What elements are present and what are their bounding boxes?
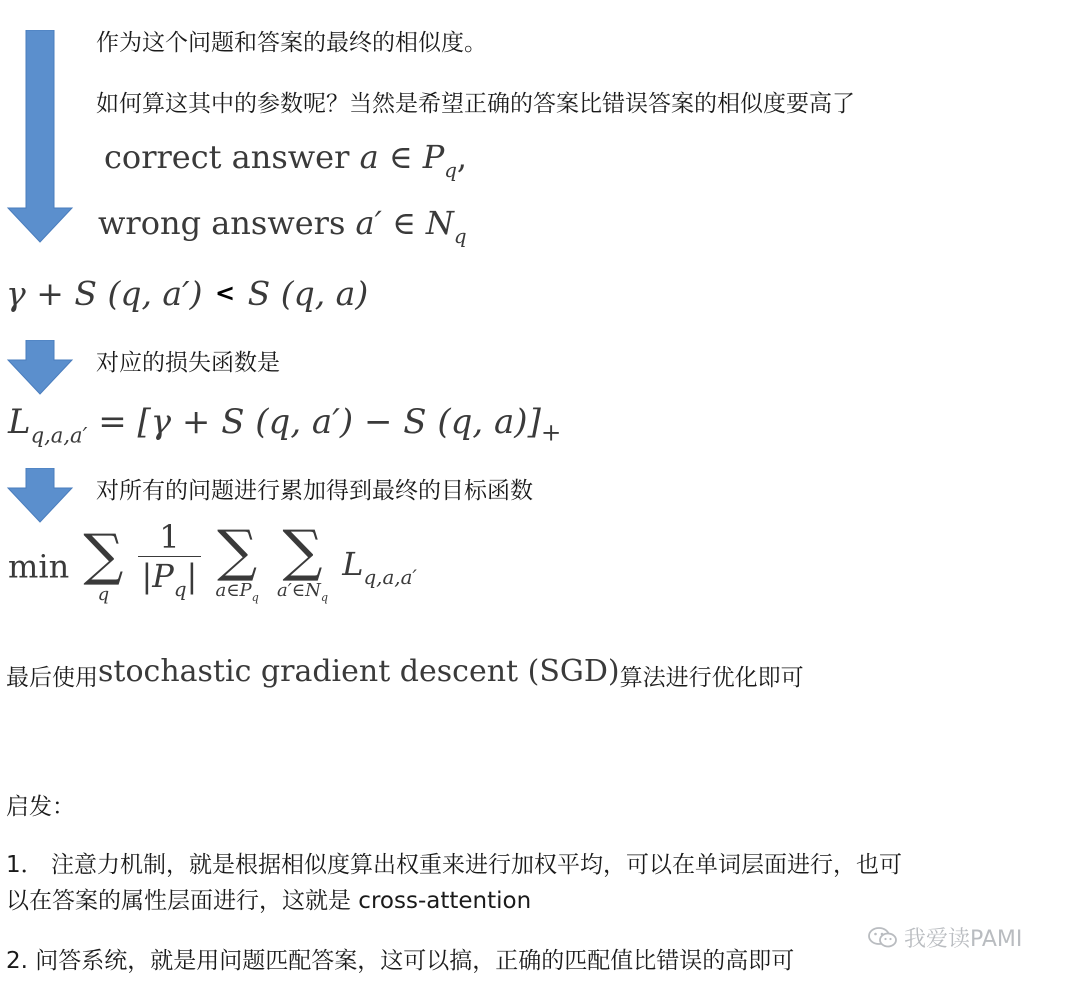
big-down-arrow xyxy=(6,30,74,244)
comma: , xyxy=(456,138,468,176)
sum-limit-a-prime-text: a′∈N xyxy=(276,580,321,601)
fraction xyxy=(138,518,202,601)
set-N: N xyxy=(425,204,454,242)
watermark xyxy=(868,922,1022,956)
var-a-prime: a′ xyxy=(355,204,382,242)
objective-loss-subscript: q,a,a′ xyxy=(363,565,417,589)
sum-symbol: ∑ xyxy=(83,522,124,588)
fraction-denominator xyxy=(138,556,202,601)
text-line-2: 如何算这其中的参数呢？当然是希望正确的答案比错误答案的相似度要高了 xyxy=(96,91,855,117)
sum-limit-a-prime-sub: q xyxy=(320,591,329,605)
formula-objective xyxy=(8,518,417,634)
set-N-subscript: q xyxy=(453,224,467,248)
sum-limit-q: q xyxy=(97,583,110,605)
sum-over-q xyxy=(83,522,124,606)
text-line-1: 作为这个问题和答案的最终的相似度。 xyxy=(96,30,487,56)
denominator-close-bar: | xyxy=(186,557,198,596)
fraction-numerator: 1 xyxy=(159,518,180,557)
var-a: a xyxy=(359,138,379,176)
text-line-8: 2. 问答系统，就是用问题匹配答案，这可以搞，正确的匹配值比错误的高即可 xyxy=(6,948,795,974)
wrong-label: wrong answers xyxy=(98,204,346,242)
set-P: P xyxy=(422,138,445,176)
text-line-3: 对应的损失函数是 xyxy=(96,350,280,376)
formula-correct-answer xyxy=(104,138,467,182)
formula-loss xyxy=(8,402,561,447)
set-P-subscript: q xyxy=(444,158,457,182)
less-than-sign: < xyxy=(214,279,236,307)
sum-over-a-prime xyxy=(276,519,329,609)
sgd-term: stochastic gradient descent (SGD) xyxy=(98,654,620,689)
watermark-text: 我爱读PAMI xyxy=(904,927,1023,952)
loss-plus: + xyxy=(540,417,562,447)
sgd-prefix: 最后使用 xyxy=(6,665,98,691)
wechat-icon xyxy=(868,926,898,956)
sum-limit-a-text: a∈P xyxy=(215,580,252,601)
formula-inequality xyxy=(6,274,368,313)
in-symbol: ∈ xyxy=(392,204,416,242)
sum-over-a xyxy=(215,519,259,609)
small-down-arrow-2 xyxy=(6,468,74,524)
sum-symbol: ∑ xyxy=(282,519,323,584)
text-line-6: 启发： xyxy=(6,794,75,820)
sum-limit-a xyxy=(215,580,258,609)
denominator-subscript: q xyxy=(173,577,187,601)
text-line-4: 对所有的问题进行累加得到最终的目标函数 xyxy=(96,478,533,504)
loss-rhs: = [γ + S (q, a′) − S (q, a)] xyxy=(98,402,541,442)
text-line-7a: 1． 注意力机制，就是根据相似度算出权重来进行加权平均，可以在单词层面进行，也可 xyxy=(6,852,902,878)
denominator-P: |P xyxy=(141,557,174,596)
objective-loss-symbol: L xyxy=(342,544,364,583)
small-down-arrow-1 xyxy=(6,340,74,396)
objective-loss-term xyxy=(342,544,417,589)
correct-label: correct answer xyxy=(104,138,350,176)
formula-wrong-answers xyxy=(98,204,467,248)
in-symbol: ∈ xyxy=(388,138,413,176)
inequality-right: S (q, a) xyxy=(247,274,369,313)
sgd-suffix: 算法进行优化即可 xyxy=(619,665,804,691)
loss-symbol: L xyxy=(8,402,31,442)
text-line-5 xyxy=(6,654,804,692)
sum-symbol: ∑ xyxy=(217,519,258,584)
loss-subscript: q,a,a′ xyxy=(30,422,88,448)
sum-limit-a-sub: q xyxy=(251,591,259,605)
text-line-7b: 以在答案的属性层面进行，这就是 cross-attention xyxy=(6,888,532,914)
sum-limit-a-prime xyxy=(277,580,328,609)
inequality-left: γ + S (q, a′) xyxy=(6,274,203,313)
min-operator: min xyxy=(8,547,70,586)
